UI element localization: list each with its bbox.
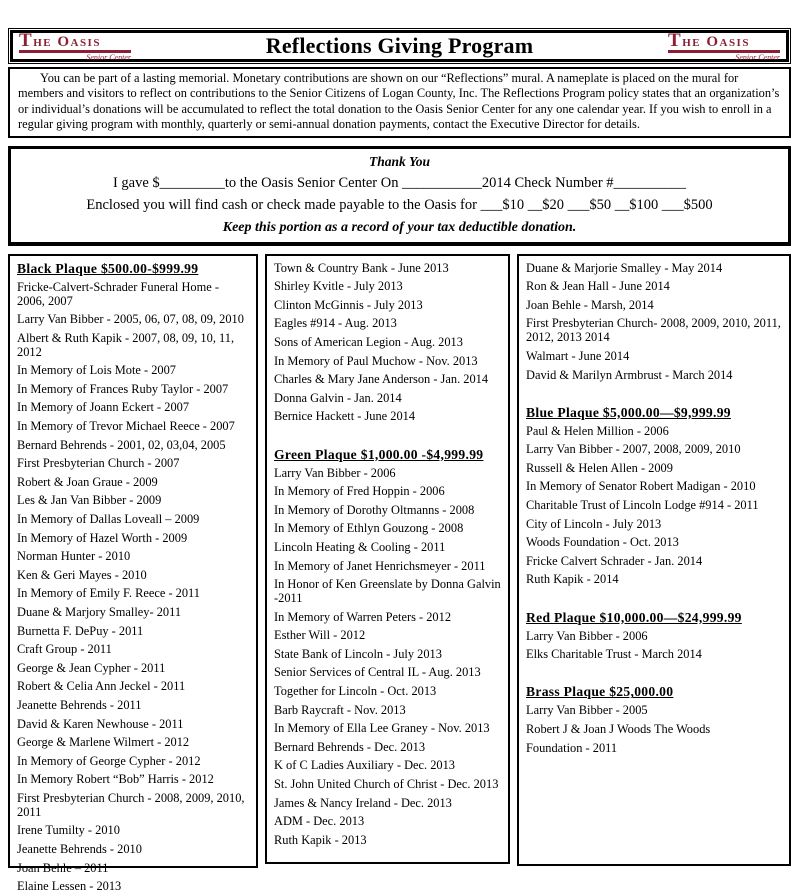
donor-entry: Sons of American Legion - Aug. 2013 bbox=[274, 335, 463, 349]
oasis-logo-wordmark: The Oasis bbox=[19, 31, 131, 53]
donor-entry: Charles & Mary Jane Anderson - Jan. 2014 bbox=[274, 372, 489, 387]
donor-entry: Shirley Kvitle - July 2013 bbox=[274, 279, 403, 294]
donor-entry: George & Marlene Wilmert - 2012 bbox=[17, 735, 190, 750]
donor-entry: Duane & Marjory Smalley- 2011 bbox=[17, 604, 182, 619]
plaque-level-header: Black Plaque $500.00-$999.99 bbox=[17, 260, 199, 276]
donor-entry: Paul & Helen Million - 2006 bbox=[526, 423, 669, 438]
list-spacer bbox=[526, 592, 782, 611]
donor-column-1 bbox=[8, 254, 258, 894]
gave-amount-line: I gave $_________to the Oasis Senior Center On ___________2014 Check Number #__________ bbox=[112, 174, 687, 191]
donor-entry: George & Jean Cypher - 2011 bbox=[17, 660, 166, 675]
tax-record-note: Keep this portion as a record of your tax deductible donation. bbox=[222, 219, 577, 235]
list-spacer bbox=[526, 667, 782, 686]
donor-entry: In Memory Robert “Bob” Harris - 2012 bbox=[17, 772, 214, 787]
donor-entry: Larry Van Bibber - 2006 bbox=[274, 465, 396, 480]
donor-entry: In Memory of Lois Mote - 2007 bbox=[17, 363, 176, 378]
donor-entry: Elks Charitable Trust - March 2014 bbox=[526, 647, 702, 662]
donor-entry: Elaine Lessen - 2013 bbox=[17, 879, 122, 894]
donor-entry: Russell & Helen Allen - 2009 bbox=[526, 460, 673, 475]
program-description-text: You can be part of a lasting memorial. Monetary contributions are shown on our “Reflections” mural. A nameplate is placed on the mural for members and visitors to reflect on contributions to the Senior Citizens of Logan County, Inc. The Reflections Program policy states that an organization’s or individual’s donations will be accumulated to reflect the total donation to the Oasis Senior Center for any one calendar year. If you wish to enroll in a regular giving program with monthly, quarterly or semi-annual donation payments, contact the Executive Director for details. bbox=[18, 71, 780, 132]
list-spacer bbox=[526, 387, 782, 406]
donor-entry: In Memory of Joann Eckert - 2007 bbox=[17, 400, 190, 415]
donor-entry: Albert & Ruth Kapik - 2007, 08, 09, 10, 11, 2012 bbox=[17, 330, 235, 359]
oasis-logo-wordmark: The Oasis bbox=[668, 31, 780, 53]
donor-entry: In Memory of Warren Peters - 2012 bbox=[274, 609, 452, 624]
donor-entry: Larry Van Bibber - 2007, 2008, 2009, 2010 bbox=[526, 442, 741, 457]
donor-entry: In Memory of Emily F. Reece - 2011 bbox=[17, 586, 200, 601]
thank-you-heading: Thank You bbox=[369, 153, 430, 169]
page-title: Reflections Giving Program bbox=[265, 33, 534, 58]
donor-entry: Bernice Hackett - June 2014 bbox=[274, 409, 416, 424]
donor-entry: Ruth Kapik - 2013 bbox=[274, 832, 367, 847]
plaque-level-header: Red Plaque $10,000.00—$24,999.99 bbox=[526, 609, 742, 625]
receipt-section bbox=[8, 146, 791, 246]
donor-entry: In Memory of Ethlyn Gouzong - 2008 bbox=[274, 521, 464, 536]
donor-entry: Clinton McGinnis - July 2013 bbox=[274, 297, 423, 312]
donor-entry: In Memory of Hazel Worth - 2009 bbox=[17, 530, 188, 545]
donor-entry: In Memory of Fred Hoppin - 2006 bbox=[274, 484, 445, 499]
donor-entry: Senior Services of Central IL - Aug. 2013 bbox=[274, 665, 481, 680]
donor-entry: Duane & Marjorie Smalley - May 2014 bbox=[526, 260, 723, 275]
donor-entry: Joan Behle – 2011 bbox=[17, 860, 109, 875]
donor-entry: Fricke-Calvert-Schrader Funeral Home - 2006, 2007 bbox=[17, 279, 219, 308]
donor-entry: Les & Jan Van Bibber - 2009 bbox=[17, 493, 162, 508]
donor-entry: In Memory of Paul Muchow - Nov. 2013 bbox=[274, 353, 478, 368]
plaque-level-header: Green Plaque $1,000.00 -$4,999.99 bbox=[274, 446, 484, 462]
donor-entry: Foundation - 2011 bbox=[526, 740, 618, 755]
donor-entry: In Memory of Trevor Michael Reece - 2007 bbox=[17, 419, 235, 433]
donor-entry: Robert & Celia Ann Jeckel - 2011 bbox=[17, 679, 186, 694]
donor-entry: Woods Foundation - Oct. 2013 bbox=[526, 535, 679, 550]
donor-entry: Joan Behle - Marsh, 2014 bbox=[526, 297, 654, 312]
donor-entry: In Memory of Frances Ruby Taylor - 2007 bbox=[17, 381, 229, 396]
donor-entry: In Memory of Ella Lee Graney - Nov. 2013 bbox=[274, 721, 490, 736]
donor-entry: Bernard Behrends - 2001, 02, 03,04, 2005 bbox=[17, 437, 226, 452]
program-header-inner bbox=[10, 30, 789, 62]
donor-entry: Donna Galvin - Jan. 2014 bbox=[274, 390, 402, 405]
donor-entry: Irene Tumilty - 2010 bbox=[17, 823, 120, 838]
donor-entry: Town & Country Bank - June 2013 bbox=[274, 260, 449, 275]
donor-entry: Bernard Behrends - Dec. 2013 bbox=[274, 739, 426, 754]
donor-lists bbox=[8, 254, 791, 894]
oasis-logo-tagline: Senior Center bbox=[735, 52, 780, 62]
donor-entry: State Bank of Lincoln - July 2013 bbox=[274, 646, 442, 661]
list-spacer bbox=[274, 429, 501, 448]
donor-entry: Jeanette Behrends - 2010 bbox=[17, 841, 142, 856]
donor-entry: In Memory of Dallas Loveall – 2009 bbox=[17, 511, 200, 526]
donor-entry: Jeanette Behrends - 2011 bbox=[17, 697, 142, 712]
donor-entry: In Honor of Ken Greenslate by Donna Galvin -2011 bbox=[274, 577, 501, 606]
donor-entry: In Memory of Senator Robert Madigan - 2010 bbox=[526, 479, 756, 494]
donor-entry: City of Lincoln - July 2013 bbox=[526, 516, 662, 531]
donor-entry: Burnetta F. DePuy - 2011 bbox=[17, 623, 144, 638]
donor-entry: Craft Group - 2011 bbox=[17, 642, 112, 657]
donor-entry: Lincoln Heating & Cooling - 2011 bbox=[274, 539, 446, 554]
donor-entry: Ron & Jean Hall - June 2014 bbox=[526, 279, 670, 294]
donor-entry: Ruth Kapik - 2014 bbox=[526, 572, 619, 587]
donor-entry: Robert J & Joan J Woods The Woods bbox=[526, 722, 711, 736]
donor-entry: Larry Van Bibber - 2005 bbox=[526, 703, 648, 718]
donor-entry: David & Karen Newhouse - 2011 bbox=[17, 716, 184, 731]
donor-column-3 bbox=[517, 254, 791, 866]
donor-entry: Norman Hunter - 2010 bbox=[17, 549, 131, 564]
plaque-level-header: Brass Plaque $25,000.00 bbox=[526, 684, 674, 700]
donor-entry: Esther Will - 2012 bbox=[274, 628, 366, 643]
donor-entry: Larry Van Bibber - 2006 bbox=[526, 628, 648, 643]
donor-entry: Barb Raycraft - Nov. 2013 bbox=[274, 702, 406, 717]
donor-entry: In Memory of George Cypher - 2012 bbox=[17, 753, 201, 768]
donor-entry: First Presbyterian Church - 2007 bbox=[17, 456, 180, 471]
donor-entry: In Memory of Janet Henrichsmeyer - 2011 bbox=[274, 558, 486, 573]
donor-entry: Ken & Geri Mayes - 2010 bbox=[17, 567, 147, 582]
oasis-logo-tagline: Senior Center bbox=[86, 52, 131, 62]
donor-entry: In Memory of Dorothy Oltmanns - 2008 bbox=[274, 502, 475, 517]
donor-entry: Charitable Trust of Lincoln Lodge #914 - 2011 bbox=[526, 498, 759, 513]
donor-entry: Walmart - June 2014 bbox=[526, 348, 630, 363]
donor-entry: ADM - Dec. 2013 bbox=[274, 814, 365, 829]
donor-entry: James & Nancy Ireland - Dec. 2013 bbox=[274, 795, 452, 810]
donor-entry: Larry Van Bibber - 2005, 06, 07, 08, 09, 2010 bbox=[17, 312, 244, 327]
donor-entry: David & Marilyn Armbrust - March 2014 bbox=[526, 367, 733, 382]
oasis-logo-left bbox=[19, 31, 131, 62]
donor-entry: Robert & Joan Graue - 2009 bbox=[17, 474, 158, 489]
donor-entry: Eagles #914 - Aug. 2013 bbox=[274, 316, 397, 331]
donor-entry: First Presbyterian Church - 2008, 2009, 2010, 2011 bbox=[17, 790, 245, 819]
plaque-level-header: Blue Plaque $5,000.00—$9,999.99 bbox=[526, 404, 731, 420]
donor-entry: Fricke Calvert Schrader - Jan. 2014 bbox=[526, 553, 703, 568]
donor-column-2 bbox=[265, 254, 510, 864]
donor-entry: K of C Ladies Auxiliary - Dec. 2013 bbox=[274, 758, 456, 773]
donor-entry: Together for Lincoln - Oct. 2013 bbox=[274, 684, 437, 698]
program-header bbox=[8, 28, 791, 64]
oasis-logo-right bbox=[668, 31, 780, 62]
donor-entry: First Presbyterian Church- 2008, 2009, 2010, 2011, 2012, 2013 2014 bbox=[526, 316, 781, 345]
program-description-box bbox=[8, 67, 791, 138]
donor-entry: St. John United Church of Christ - Dec. 2013 bbox=[274, 776, 499, 791]
enclosed-amount-line: Enclosed you will find cash or check made payable to the Oasis for ___$10 __$20 ___$50 __$100 ___$500 bbox=[86, 197, 713, 214]
